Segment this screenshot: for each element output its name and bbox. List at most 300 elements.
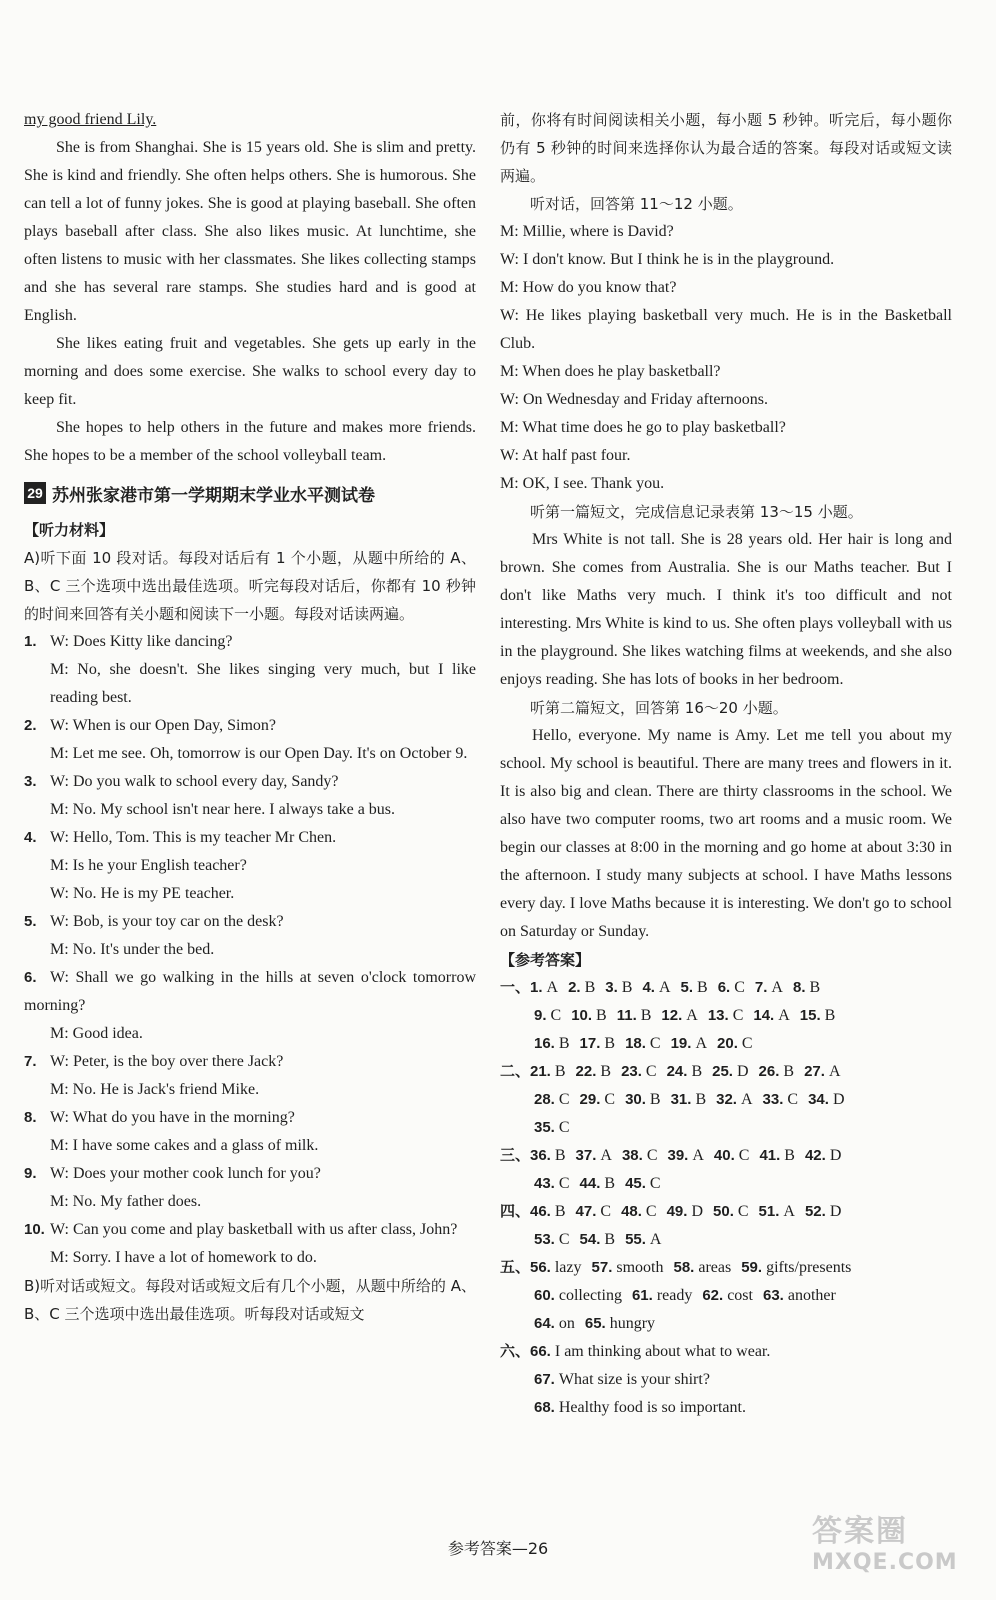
answer-row: [500, 1254, 952, 1282]
answer-value: C: [645, 1063, 657, 1080]
answer-number: 31.: [670, 1091, 692, 1108]
answer-item: [592, 1259, 664, 1276]
passage-paragraph: She is from Shanghai. She is 15 years old. She is slim and pretty. She is kind and friendly. She often helps others. She is humorous. She can tell a lot of funny jokes. She is good at playing baseball. She often plays baseball after class. She also likes music. At lunchtime, she often listens to music with her classmates. She likes collecting stamps and she has several rare stamps. She studies hard and is good at English.: [24, 139, 476, 324]
answer-number: 15.: [799, 1007, 821, 1024]
answer-number: 35.: [534, 1119, 555, 1136]
answer-number: 57.: [591, 1259, 613, 1276]
dialog-number: 1.: [24, 633, 37, 650]
dialog-item: [24, 1048, 476, 1104]
answer-number: 59.: [741, 1259, 763, 1276]
answer-number: 28.: [534, 1091, 555, 1108]
dialog-text: W: Do you walk to school every day, Sandy?: [50, 773, 339, 790]
answer-number: 43.: [534, 1175, 555, 1192]
dialog-text: W: What do you have in the morning?: [50, 1109, 295, 1126]
answer-item: [617, 1007, 652, 1024]
answer-item: [500, 1063, 566, 1080]
dialog-text: M: No. My father does.: [50, 1193, 202, 1210]
dialog-line: [24, 1132, 476, 1160]
answer-value: C: [787, 1091, 799, 1108]
answer-item: [808, 1091, 844, 1108]
answer-item: [625, 1091, 661, 1108]
answer-number: 10.: [571, 1007, 593, 1024]
answer-number: 32.: [716, 1091, 737, 1108]
dialog-item: [24, 824, 476, 908]
answer-value: C: [558, 1231, 570, 1248]
answer-value: B: [584, 979, 596, 996]
section-title: [24, 478, 476, 508]
answer-value: A: [649, 1231, 662, 1248]
dialog-number: 3.: [24, 773, 37, 790]
answer-value: A: [828, 1063, 841, 1080]
answer-item: [674, 1259, 732, 1276]
dialog-text: M: No. It's under the bed.: [50, 941, 215, 958]
answer-number: 25.: [712, 1063, 733, 1080]
answer-value: B: [554, 1063, 566, 1080]
answer-number: 61.: [631, 1287, 653, 1304]
dialog-11-12: [500, 218, 952, 498]
dialog-line: [24, 1216, 476, 1244]
dialog-item: [24, 964, 476, 1048]
answer-item: [576, 1203, 612, 1220]
dialog-text: W: Peter, is the boy over there Jack?: [50, 1053, 284, 1070]
dialog-line: [24, 628, 476, 656]
dialog-line: [24, 852, 476, 880]
answer-value: B: [604, 1175, 616, 1192]
passage-paragraph: She likes eating fruit and vegetables. She gets up early in the morning and does some exercise. She walks to school every day to keep fit.: [24, 335, 476, 408]
answer-item: [568, 979, 595, 996]
answer-item: [534, 1315, 575, 1332]
answer-number: 二、21.: [500, 1063, 551, 1080]
answer-value: C: [732, 1007, 744, 1024]
answer-value: A: [695, 1035, 708, 1052]
answer-item: [534, 1175, 570, 1192]
answer-number: 40.: [713, 1147, 735, 1164]
instruction-b: B)听对话或短文。每段对话或短文后有几个小题，从题中所给的 A、B、C 三个选项中选出最佳选项。听每段对话或短文: [24, 1277, 476, 1323]
watermark-url: MXQE.COM: [812, 1550, 958, 1575]
answer-item: [621, 1063, 657, 1080]
dialog-line: [24, 1104, 476, 1132]
answer-number: 38.: [621, 1147, 643, 1164]
dialog-text: M: No. My school isn't near here. I always take a bus.: [50, 801, 396, 818]
answer-item: [804, 1063, 840, 1080]
dialog-line: [24, 1244, 476, 1272]
dialog-text: M: No, she doesn't. She likes singing very much, but I like reading best.: [50, 661, 476, 706]
answer-row: [500, 1366, 952, 1394]
answer-value: B: [558, 1035, 570, 1052]
answer-value: B: [695, 1091, 707, 1108]
passage-paragraph: She hopes to help others in the future and makes more friends. She hopes to be a member of the school volleyball team.: [24, 419, 476, 464]
answer-number: 34.: [808, 1091, 829, 1108]
dialog-number: 8.: [24, 1109, 37, 1126]
answer-number: 14.: [753, 1007, 775, 1024]
dialog-item: [24, 1160, 476, 1216]
dialog-text: W: Bob, is your toy car on the desk?: [50, 913, 284, 930]
dialog-text: M: Good idea.: [50, 1025, 143, 1042]
answer-row: [500, 1002, 952, 1030]
answer-number: 20.: [717, 1035, 738, 1052]
answer-number: 54.: [579, 1231, 601, 1248]
dialog-number: 2.: [24, 717, 37, 734]
answer-item: [800, 1007, 836, 1024]
answer-value: A: [778, 1007, 790, 1024]
dialog-item: [24, 1104, 476, 1160]
instruction-a: A)听下面 10 段对话。每段对话后有 1 个小题，从题中所给的 A、B、C 三个选项中选出最佳选项。听完每段对话后，你都有 10 秒钟的时间来回答有关小题和阅读下一小题。每段对话读两遍。: [24, 549, 476, 623]
intro-line: my good friend Lily.: [24, 111, 157, 128]
answer-row: [500, 1338, 952, 1366]
answer-item: [716, 1091, 752, 1108]
answer-value: on: [558, 1315, 575, 1332]
answer-value: cost: [727, 1287, 753, 1304]
answer-item: [534, 1119, 570, 1136]
answer-number: 45.: [625, 1175, 646, 1192]
dialog-line: [24, 908, 476, 936]
answer-number: 44.: [579, 1175, 601, 1192]
answer-value: C: [558, 1091, 570, 1108]
answer-item: [667, 1063, 703, 1080]
answer-row: [500, 1310, 952, 1338]
dialog-item: [24, 628, 476, 712]
answer-number: 8.: [792, 979, 806, 996]
answer-number: 42.: [804, 1147, 826, 1164]
dialog-item: [24, 908, 476, 964]
dialog-line: [24, 964, 476, 1020]
dialog-text: W: Does your mother cook lunch for you?: [50, 1165, 321, 1182]
answer-number: 29.: [579, 1091, 601, 1108]
answer-number: 11.: [616, 1007, 637, 1024]
section-number-badge: 29: [24, 482, 46, 504]
answer-item: [576, 1063, 612, 1080]
answer-item: [755, 979, 783, 996]
answer-value: C: [738, 1147, 750, 1164]
dialog-line: [24, 768, 476, 796]
answer-number: 9.: [534, 1007, 547, 1024]
answer-number: 16.: [534, 1035, 555, 1052]
answer-number: 65.: [584, 1315, 606, 1332]
left-column: [24, 106, 476, 1328]
dialog-text: W: When is our Open Day, Simon?: [50, 717, 277, 734]
answer-number: 4.: [642, 979, 655, 996]
answer-number: 41.: [759, 1147, 781, 1164]
answer-value: C: [645, 1203, 657, 1220]
dialog-line: [24, 1188, 476, 1216]
dialog-list: [24, 628, 476, 1272]
answer-value: C: [604, 1091, 616, 1108]
answer-value: A: [692, 1147, 704, 1164]
answer-number: 5.: [680, 979, 694, 996]
answer-item: [621, 1203, 657, 1220]
answer-number: 48.: [621, 1203, 642, 1220]
answer-item: [625, 1175, 661, 1192]
dialog-line: [24, 824, 476, 852]
dialog-line: [24, 880, 476, 908]
dialog-line: [24, 656, 476, 712]
answer-item: [708, 1007, 744, 1024]
answer-number: 3.: [605, 979, 618, 996]
dialog-item: [24, 768, 476, 824]
answer-item: [741, 1259, 851, 1276]
answer-value: D: [691, 1203, 704, 1220]
answer-item: [500, 1203, 566, 1220]
answer-item: [534, 1287, 622, 1304]
dialog-line: M: When does he play basketball?: [500, 363, 721, 380]
answer-item: [625, 1231, 661, 1248]
dialog-line: M: Millie, where is David?: [500, 223, 674, 240]
answer-value: A: [740, 1091, 753, 1108]
answer-number: 64.: [534, 1315, 555, 1332]
answer-item: [702, 1287, 753, 1304]
passage2-intro: 听第二篇短文，回答第 16～20 小题。: [530, 699, 788, 717]
passage2-text: Hello, everyone. My name is Amy. Let me tell you about my school. My school is beautiful. There are many trees and flowers in it. It is also big and clean. There are thirty classrooms in the school. We also have two computer rooms, two art rooms and a music room. We begin our classes at 8:00 in the morning and go home at about 3:30 in the afternoon. I study many subjects at school. I have Maths lessons every day. I love Maths because it is interesting. We don't go to school on Saturday or Sunday.: [500, 727, 952, 940]
page-footer: 参考答案—26: [447, 1539, 549, 1558]
answer-item: [580, 1035, 616, 1052]
answer-value: another: [787, 1287, 836, 1304]
dialog-number: 5.: [24, 913, 37, 930]
dialog-line: [24, 936, 476, 964]
answer-value: Healthy food is so important.: [558, 1399, 746, 1416]
answer-value: C: [741, 1035, 753, 1052]
answer-row: [500, 1030, 952, 1058]
dialog-line: W: At half past four.: [500, 447, 631, 464]
answer-item: [534, 1231, 570, 1248]
answer-value: A: [686, 1007, 698, 1024]
dialog-number: 10.: [24, 1221, 45, 1238]
dialog-item: [24, 1216, 476, 1272]
answer-number: 22.: [575, 1063, 597, 1080]
answer-number: 39.: [667, 1147, 689, 1164]
answer-value: C: [550, 1007, 562, 1024]
answer-value: smooth: [616, 1259, 664, 1276]
dialog-text: M: Let me see. Oh, tomorrow is our Open Day. It's on October 9.: [50, 745, 468, 762]
answer-number: 三、36.: [500, 1147, 551, 1164]
answer-value: B: [554, 1203, 566, 1220]
answer-row: [500, 1142, 952, 1170]
dialog-number: 4.: [24, 829, 37, 846]
answer-number: 7.: [754, 979, 768, 996]
dialog-text: W: Hello, Tom. This is my teacher Mr Chen.: [50, 829, 337, 846]
answer-value: B: [604, 1035, 616, 1052]
answer-item: [681, 979, 708, 996]
answer-value: D: [832, 1091, 845, 1108]
answer-value: B: [640, 1007, 652, 1024]
dialog-line: M: How do you know that?: [500, 279, 677, 296]
answer-item: [805, 1203, 841, 1220]
answer-row: [500, 1226, 952, 1254]
answer-item: [500, 1259, 582, 1276]
answer-row: [500, 1086, 952, 1114]
answer-item: [671, 1035, 707, 1052]
dialog-line: M: What time does he go to play basketball?: [500, 419, 786, 436]
watermark-text: 答案圈: [812, 1514, 908, 1549]
answer-value: C: [649, 1175, 661, 1192]
answer-number: 67.: [534, 1371, 555, 1388]
dialog-line: [24, 1048, 476, 1076]
dialog-text: M: I have some cakes and a glass of milk.: [50, 1137, 319, 1154]
answer-value: B: [596, 1007, 607, 1024]
answer-number: 63.: [762, 1287, 784, 1304]
listening-material-tag: 【听力材料】: [24, 521, 115, 539]
answer-item: [667, 1147, 703, 1164]
answer-item: [580, 1175, 616, 1192]
answer-value: C: [558, 1175, 570, 1192]
answer-number: 68.: [534, 1399, 555, 1416]
answer-value: C: [600, 1203, 612, 1220]
dialog-line: W: On Wednesday and Friday afternoons.: [500, 391, 768, 408]
answer-number: 53.: [534, 1231, 555, 1248]
answer-number: 52.: [804, 1203, 826, 1220]
answer-value: B: [809, 979, 821, 996]
answer-item: [500, 1343, 770, 1360]
answer-key: [500, 974, 952, 1422]
answer-item: [534, 1371, 710, 1388]
answers-tag: 【参考答案】: [500, 951, 591, 969]
answer-item: [500, 1147, 566, 1164]
dialog-text: W: No. He is my PE teacher.: [50, 885, 235, 902]
answer-value: B: [600, 1063, 612, 1080]
dialog-line: [24, 1160, 476, 1188]
dialog-number: 9.: [24, 1165, 37, 1182]
answer-item: [605, 979, 632, 996]
answer-number: 12.: [661, 1007, 683, 1024]
answer-item: [500, 979, 558, 996]
answer-number: 6.: [717, 979, 731, 996]
answer-number: 五、56.: [500, 1259, 551, 1276]
answer-value: hungry: [609, 1315, 656, 1332]
answer-item: [534, 1399, 746, 1416]
dialog-text: M: Is he your English teacher?: [50, 857, 247, 874]
answer-number: 60.: [534, 1287, 555, 1304]
answer-item: [712, 1063, 748, 1080]
answer-row: [500, 1394, 952, 1422]
answer-value: A: [546, 979, 559, 996]
answer-item: [759, 1203, 795, 1220]
dialog-line: [24, 796, 476, 824]
answer-row: [500, 1282, 952, 1310]
passage1-text: Mrs White is not tall. She is 28 years old. Her hair is long and brown. She comes from Australia. She is our Maths teacher. But I don't like Maths very much. I think it's too difficult and not interesting. Mrs White is kind to us. She often plays volleyball with us in the playground. She likes watching films at weekends, and she also enjoys reading. She has lots of books in her bedroom.: [500, 531, 952, 688]
answer-number: 17.: [579, 1035, 601, 1052]
right-column: [500, 106, 952, 1422]
answer-item: [625, 1035, 661, 1052]
dialog-text: W: Does Kitty like dancing?: [50, 633, 233, 650]
answer-value: lazy: [554, 1259, 582, 1276]
answer-value: D: [829, 1203, 842, 1220]
answer-item: [642, 979, 670, 996]
answer-value: ready: [656, 1287, 693, 1304]
dialog-item: [24, 712, 476, 768]
answer-row: [500, 1114, 952, 1142]
answer-value: C: [734, 979, 745, 996]
answer-item: [713, 1203, 749, 1220]
answer-number: 33.: [762, 1091, 784, 1108]
answer-item: [576, 1147, 612, 1164]
answer-item: [763, 1287, 836, 1304]
dialog-line: [24, 712, 476, 740]
answer-value: C: [737, 1203, 749, 1220]
answer-value: A: [783, 1203, 795, 1220]
answer-item: [718, 979, 745, 996]
answer-number: 37.: [575, 1147, 597, 1164]
instruction-b-continued: 前，你将有时间阅读相关小题，每小题 5 秒钟。听完后，每小题你仍有 5 秒钟的时间来选择你认为最合适的答案。每段对话或短文读两遍。: [500, 111, 952, 185]
dialog-line: [24, 740, 476, 768]
dialog-line: [24, 1076, 476, 1104]
dialog-text: W: Can you come and play basketball with us after class, John?: [50, 1221, 458, 1238]
answer-value: I am thinking about what to wear.: [554, 1343, 771, 1360]
answer-item: [534, 1091, 570, 1108]
answer-value: D: [736, 1063, 749, 1080]
answer-item: [759, 1147, 795, 1164]
answer-number: 49.: [666, 1203, 688, 1220]
answer-number: 六、66.: [500, 1343, 551, 1360]
answer-value: collecting: [558, 1287, 622, 1304]
answer-value: gifts/presents: [766, 1259, 852, 1276]
dialog-line: W: He likes playing basketball very much. He is in the Basketball Club.: [500, 307, 952, 352]
dialog-number: 7.: [24, 1053, 37, 1070]
answer-item: [717, 1035, 753, 1052]
answer-value: A: [771, 979, 783, 996]
answer-number: 58.: [673, 1259, 695, 1276]
answer-value: A: [600, 1147, 612, 1164]
answer-item: [805, 1147, 841, 1164]
answer-item: [632, 1287, 692, 1304]
dialog-intro: 听对话，回答第 11～12 小题。: [530, 195, 743, 213]
answer-value: What size is your shirt?: [558, 1371, 710, 1388]
answer-number: 23.: [621, 1063, 642, 1080]
answer-row: [500, 1198, 952, 1226]
dialog-line: [24, 1020, 476, 1048]
answer-value: B: [554, 1147, 566, 1164]
answer-value: B: [824, 1007, 836, 1024]
answer-row: [500, 974, 952, 1002]
answer-number: 26.: [758, 1063, 780, 1080]
answer-number: 13.: [707, 1007, 729, 1024]
answer-number: 51.: [758, 1203, 780, 1220]
answer-value: areas: [698, 1259, 732, 1276]
answer-number: 30.: [625, 1091, 646, 1108]
dialog-line: W: I don't know. But I think he is in the playground.: [500, 251, 835, 268]
answer-item: [580, 1091, 616, 1108]
answer-number: 47.: [575, 1203, 597, 1220]
answer-value: B: [604, 1231, 616, 1248]
answer-item: [571, 1007, 607, 1024]
answer-row: [500, 1058, 952, 1086]
answer-value: B: [621, 979, 633, 996]
dialog-number: 6.: [24, 969, 37, 986]
passage1-intro: 听第一篇短文，完成信息记录表第 13～15 小题。: [530, 503, 863, 521]
answer-value: B: [784, 1147, 795, 1164]
answer-value: C: [646, 1147, 658, 1164]
answer-item: [671, 1091, 707, 1108]
dialog-text: W: Shall we go walking in the hills at seven o'clock tomorrow morning?: [24, 969, 476, 1014]
answer-item: [534, 1035, 570, 1052]
answer-item: [580, 1231, 616, 1248]
answer-row: [500, 1170, 952, 1198]
watermark-logo: [812, 1506, 962, 1586]
answer-item: [622, 1147, 658, 1164]
answer-value: B: [691, 1063, 703, 1080]
answer-value: B: [649, 1091, 661, 1108]
answer-item: [793, 979, 820, 996]
answer-number: 18.: [625, 1035, 646, 1052]
answer-item: [534, 1007, 561, 1024]
answer-value: C: [558, 1119, 570, 1136]
dialog-line: M: OK, I see. Thank you.: [500, 475, 665, 492]
answer-number: 55.: [625, 1231, 646, 1248]
answer-item: [759, 1063, 795, 1080]
answer-item: [753, 1007, 789, 1024]
answer-value: C: [649, 1035, 661, 1052]
answer-item: [667, 1203, 703, 1220]
answer-value: A: [658, 979, 671, 996]
answer-number: 四、46.: [500, 1203, 551, 1220]
